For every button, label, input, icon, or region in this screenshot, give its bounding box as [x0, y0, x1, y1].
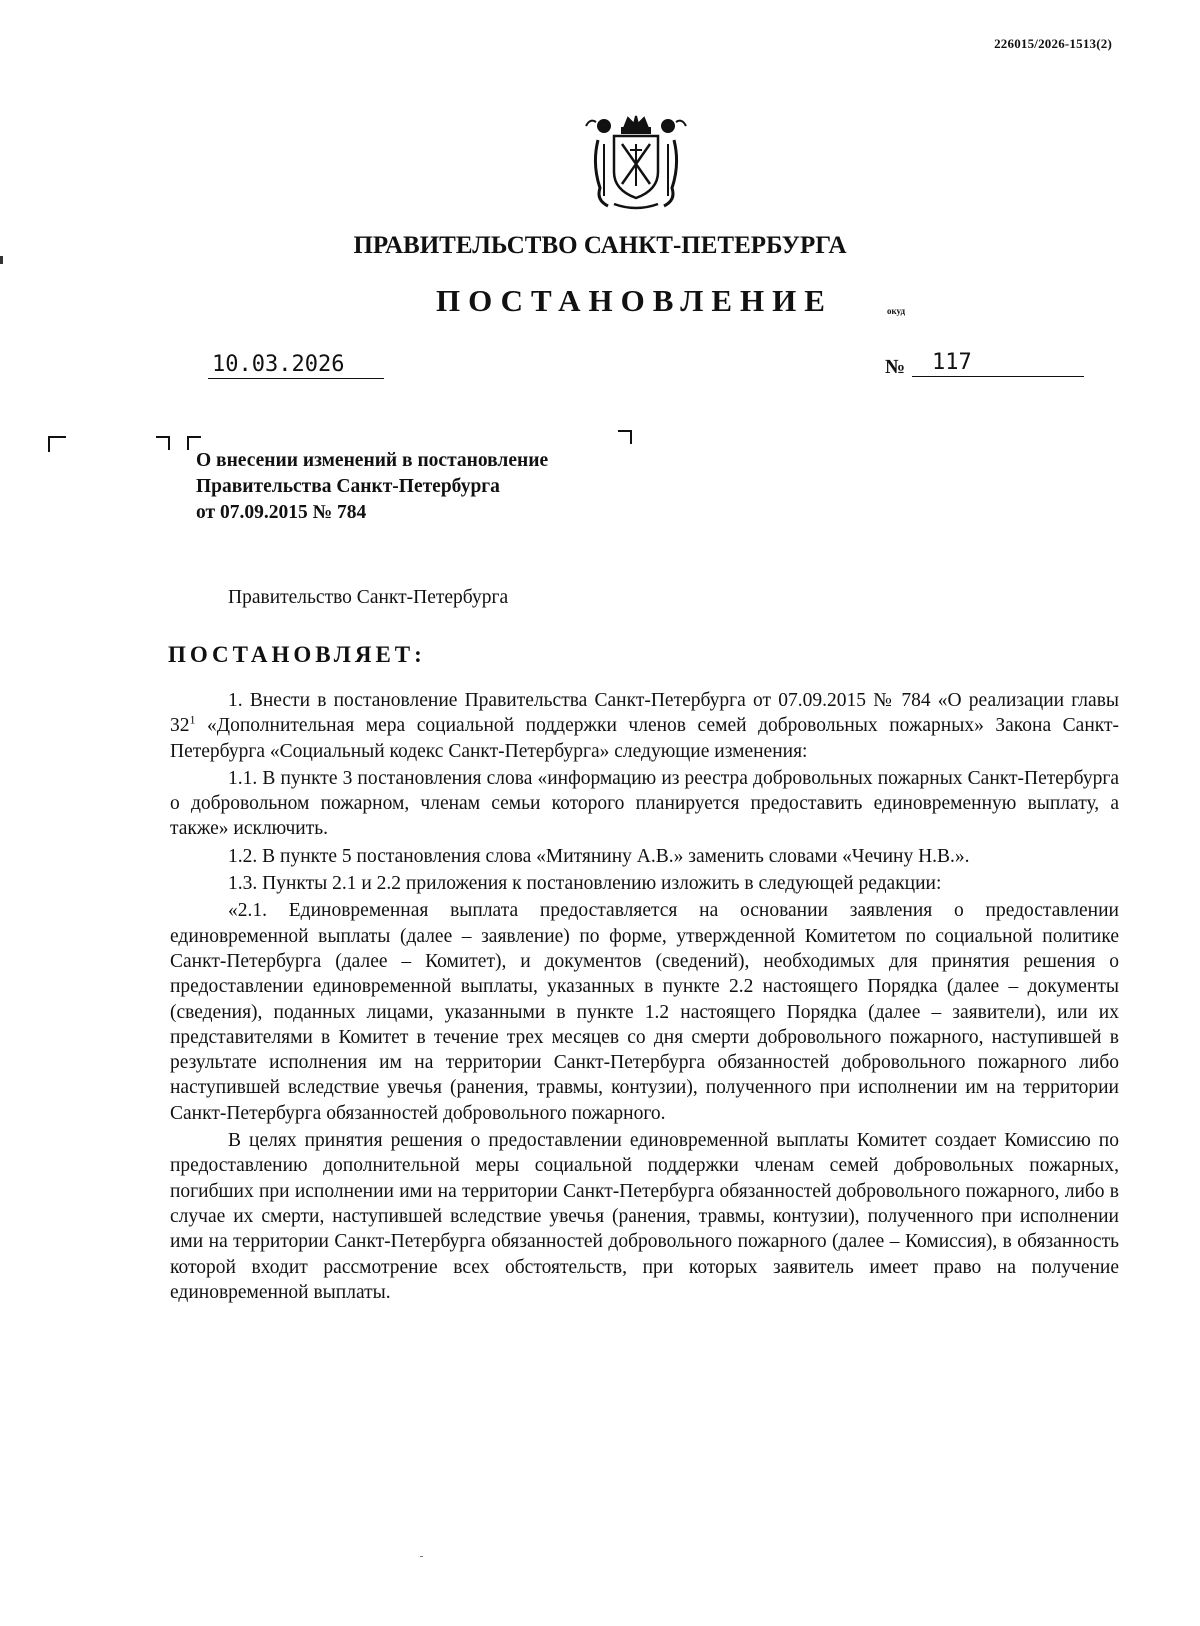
okud-label: окуд	[887, 306, 906, 316]
corner-mark	[618, 430, 632, 444]
superscript: 1	[189, 712, 196, 727]
government-title: ПРАВИТЕЛЬСТВО САНКТ-ПЕТЕРБУРГА	[353, 232, 847, 259]
scan-speck	[420, 1556, 423, 1557]
paragraph-1	[170, 688, 1119, 764]
paragraph-1-3: 1.3. Пункты 2.1 и 2.2 приложения к постановлению изложить в следующей редакции:	[228, 873, 942, 895]
subject-line: от 07.09.2015 № 784	[196, 502, 367, 523]
resolves-heading: ПОСТАНОВЛЯЕТ:	[168, 642, 426, 667]
preamble: Правительство Санкт-Петербурга	[228, 587, 509, 608]
decree-body	[170, 688, 1119, 1307]
paragraph-2-1: «2.1. Единовременная выплата предоставляется на основании заявления о предоставлении единовременной выплаты (далее – заявление) по форме, утвержденной Комитетом по социальной политике Санкт-Петербурга (далее – Комитет), и документов (сведений), необходимых для принятия решения о предоставлении единовременной выплаты, указанных в пункте 2.2 настоящего Порядка (далее – документы (сведения), поданных лицами, указанными в пункте 1.2 настоящего Порядка (далее – заявители), или их представителями в Комитет в течение трех месяцев со дня смерти добровольного пожарного, наступившей в результате исполнения им на территории Санкт-Петербурга обязанностей добровольного пожарного либо наступившей вследствие увечья (ранения, травмы, контузии), полученного при исполнении им на территории Санкт-Петербурга обязанностей добровольного пожарного.	[170, 900, 1119, 1124]
subject-line: О внесении изменений в постановление	[196, 450, 549, 471]
document-number: 226015/2026-1513(2)	[994, 36, 1112, 51]
paragraph-text: 1. Внести в постановление Правительства Санкт-Петербурга от 07.09.2015 № 784 «О реализации главы 32	[170, 690, 1119, 737]
paragraph-1-1: 1.1. В пункте 3 постановления слова «информацию из реестра добровольных пожарных Санкт-Петербурга о добровольном пожарном, членам семьи которого планируется предоставить единовременную выплату, а также» исключить.	[170, 767, 1119, 840]
corner-mark	[156, 436, 170, 450]
paragraph-1-2: 1.2. В пункте 5 постановления слова «Митянину А.В.» заменить словами «Чечину Н.В.».	[228, 845, 970, 867]
paragraph-text: «Дополнительная мера социальной поддержки членов семей добровольных пожарных» Закона Санкт-Петербурга «Социальный кодекс Санкт-Петербурга» следующие изменения:	[170, 715, 1119, 762]
decree-subject	[196, 448, 548, 526]
paragraph-commission: В целях принятия решения о предоставлении единовременной выплаты Комитет создает Комиссию по предоставлению дополнительной меры социальной поддержки членам семей добровольных пожарных, погибших при исполнении ими на территории Санкт-Петербурга обязанностей добровольного пожарного, либо в случае их смерти, наступившей вследствие увечья (ранения, травмы, контузии), полученного при исполнении ими на территории Санкт-Петербурга обязанностей добровольного пожарного (далее – Комиссия), в обязанность которой входит рассмотрение всех обстоятельств, при которых заявитель имеет право на получение единовременной выплаты.	[170, 1130, 1119, 1303]
corner-mark	[48, 436, 66, 452]
saint-petersburg-coat-of-arms-icon	[584, 114, 688, 212]
document-type-title: ПОСТАНОВЛЕНИЕ	[436, 283, 833, 318]
decree-number: 117	[912, 350, 1084, 377]
number-label: №	[885, 356, 906, 378]
subject-line: Правительства Санкт-Петербурга	[196, 476, 500, 497]
decree-date: 10.03.2026	[208, 352, 384, 379]
